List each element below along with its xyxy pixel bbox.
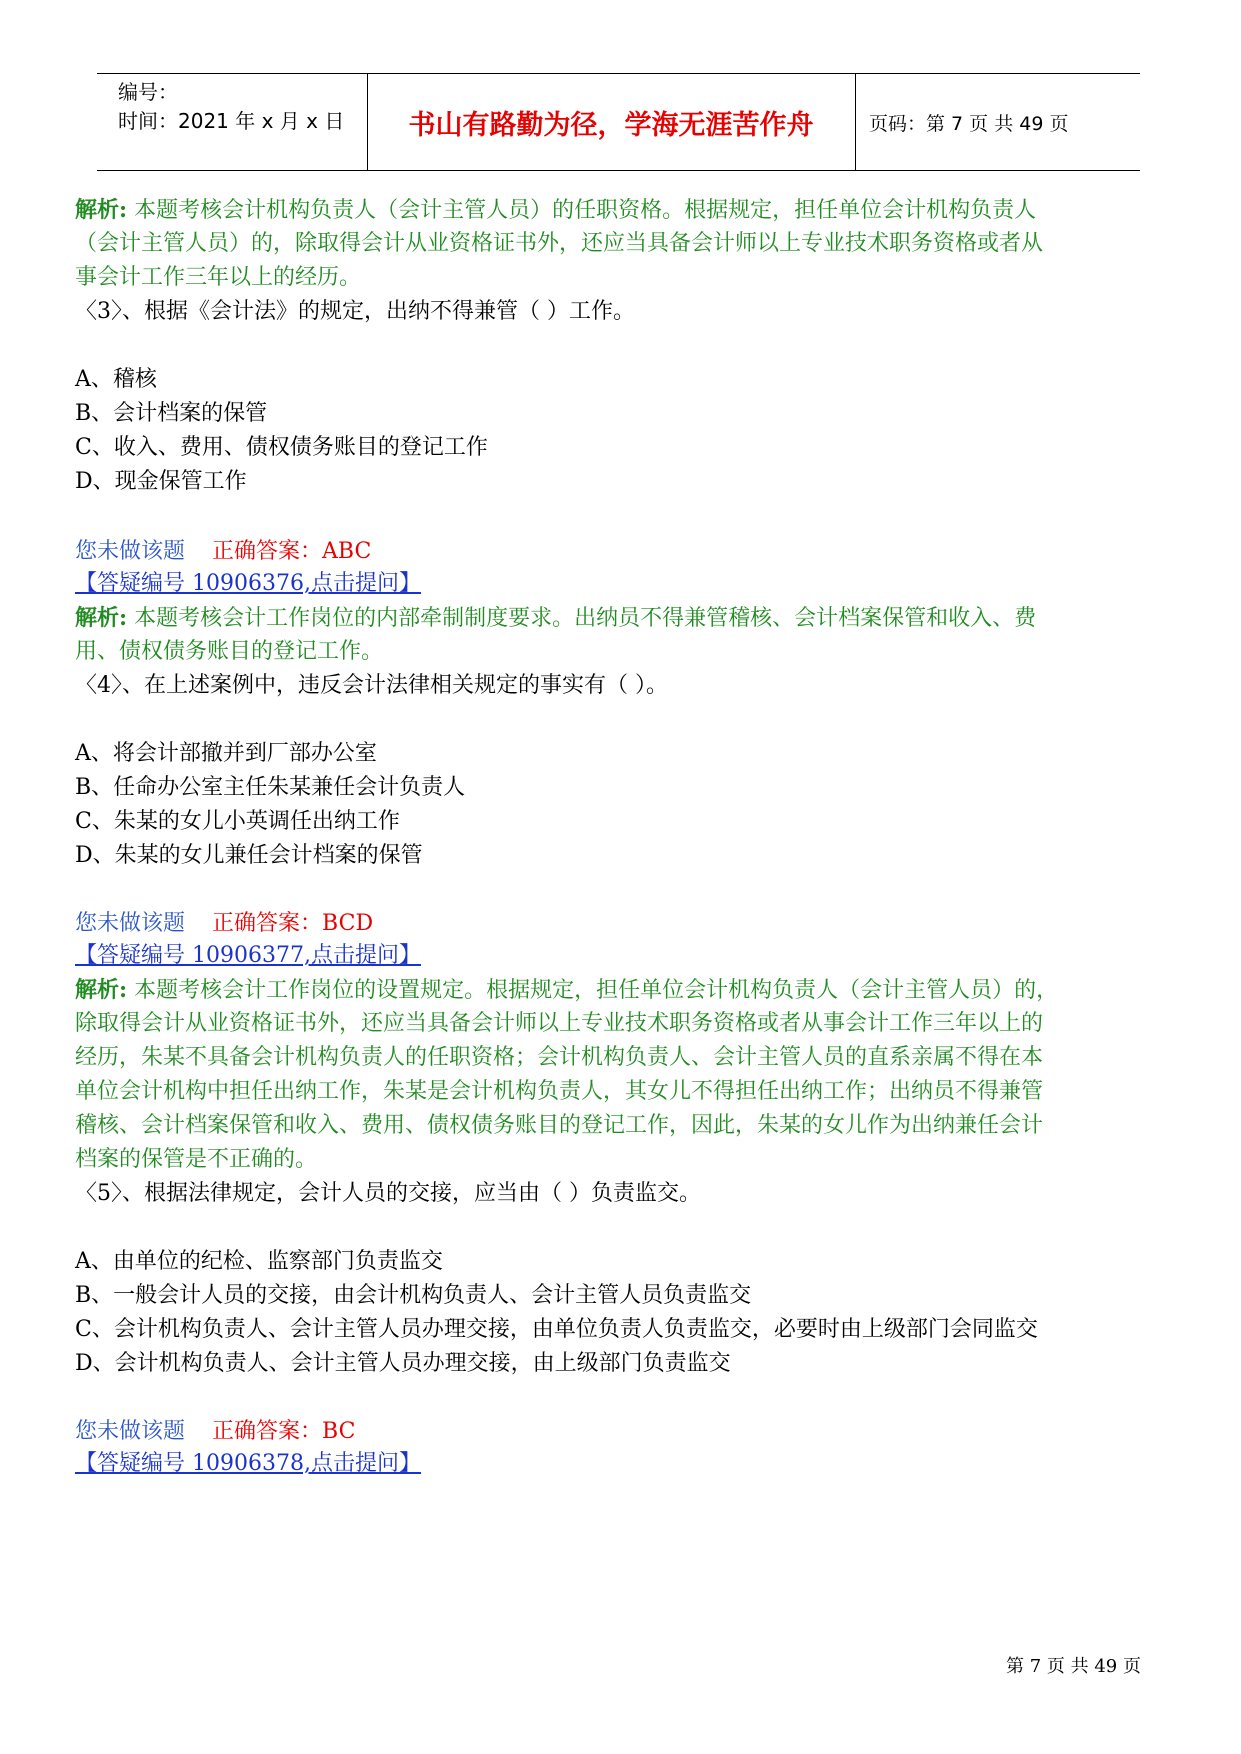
analysis-line: 除取得会计从业资格证书外，还应当具备会计师以上专业技术职务资格或者从事会计工作三年以上的: [75, 1011, 1044, 1036]
correct-answer-value: BC: [322, 1419, 356, 1444]
correct-answer-value: BCD: [322, 911, 374, 936]
correct-answer-label: 正确答案：: [212, 539, 323, 564]
header-time-label: 时间：2021 年 x 月 x 日: [118, 109, 345, 133]
option-item: C、收入、费用、债权债务账目的登记工作: [75, 435, 488, 460]
ask-question-link[interactable]: 【答疑编号 10906378,点击提问】: [75, 1451, 421, 1476]
header-motto: 书山有路勤为径，学海无涯苦作舟: [408, 109, 814, 141]
option-item: C、朱某的女儿小英调任出纳工作: [75, 809, 400, 834]
correct-answer-label: 正确答案：: [212, 911, 323, 936]
analysis-line: 解析: 本题考核会计机构负责人（会计主管人员）的任职资格。根据规定，担任单位会计机构负责人: [75, 197, 1037, 223]
question-3: 〈3〉、根据《会计法》的规定，出纳不得兼管（ ）工作。: [75, 299, 635, 324]
option-item: B、一般会计人员的交接，由会计机构负责人、会计主管人员负责监交: [75, 1283, 752, 1308]
analysis-label: 解析:: [75, 197, 128, 223]
ask-question-link[interactable]: 【答疑编号 10906377,点击提问】: [75, 943, 421, 968]
analysis-line: 事会计工作三年以上的经历。: [75, 265, 362, 290]
page-footer: 第 7 页 共 49 页: [1006, 1656, 1141, 1677]
option-item: B、任命办公室主任朱某兼任会计负责人: [75, 775, 466, 800]
analysis-line: 解析: 本题考核会计工作岗位的内部牵制制度要求。出纳员不得兼管稽核、会计档案保管和收入、费: [75, 605, 1037, 631]
ask-question-link[interactable]: 【答疑编号 10906376,点击提问】: [75, 571, 421, 596]
analysis-line: 单位会计机构中担任出纳工作，朱某是会计机构负责人，其女儿不得担任出纳工作；出纳员不得兼管: [75, 1079, 1044, 1104]
header-page-info: 页码：第 7 页 共 49 页: [869, 112, 1069, 135]
option-item: C、会计机构负责人、会计主管人员办理交接，由单位负责人负责监交，必要时由上级部门会同监交: [75, 1317, 1038, 1342]
option-item: A、由单位的纪检、监察部门负责监交: [75, 1249, 443, 1274]
option-item: A、稽核: [75, 367, 157, 392]
option-item: D、朱某的女儿兼任会计档案的保管: [75, 843, 423, 868]
answer-status: [75, 1417, 355, 1447]
not-done-label: 您未做该题: [75, 539, 186, 564]
header-number-label: 编号：: [118, 80, 178, 104]
option-item: A、将会计部撤并到厂部办公室: [75, 741, 377, 766]
analysis-line: （会计主管人员）的，除取得会计从业资格证书外，还应当具备会计师以上专业技术职务资格或者从: [75, 231, 1044, 256]
option-item: D、现金保管工作: [75, 469, 247, 494]
not-done-label: 您未做该题: [75, 911, 186, 936]
header-divider: [855, 74, 856, 170]
analysis-line: 解析: 本题考核会计工作岗位的设置规定。根据规定，担任单位会计机构负责人（会计主管人员）的，: [75, 977, 1059, 1003]
option-item: D、会计机构负责人、会计主管人员办理交接，由上级部门负责监交: [75, 1351, 731, 1376]
analysis-line: 稽核、会计档案保管和收入、费用、债权债务账目的登记工作，因此，朱某的女儿作为出纳兼任会计: [75, 1113, 1044, 1138]
analysis-line: 用、债权债务账目的登记工作。: [75, 639, 384, 664]
analysis-label: 解析:: [75, 605, 128, 631]
analysis-line: 经历，朱某不具备会计机构负责人的任职资格；会计机构负责人、会计主管人员的直系亲属不得在本: [75, 1045, 1044, 1070]
answer-status: [75, 537, 371, 567]
question-4: 〈4〉、在上述案例中，违反会计法律相关规定的事实有（ ）。: [75, 673, 668, 698]
answer-status: [75, 909, 373, 939]
option-item: B、会计档案的保管: [75, 401, 268, 426]
analysis-line: 档案的保管是不正确的。: [75, 1147, 318, 1172]
correct-answer-value: ABC: [322, 539, 372, 564]
analysis-label: 解析:: [75, 977, 128, 1003]
not-done-label: 您未做该题: [75, 1419, 186, 1444]
correct-answer-label: 正确答案：: [212, 1419, 323, 1444]
header-meta: [118, 78, 344, 136]
document-header: [97, 73, 1140, 171]
question-5: 〈5〉、根据法律规定，会计人员的交接，应当由（ ）负责监交。: [75, 1181, 701, 1206]
